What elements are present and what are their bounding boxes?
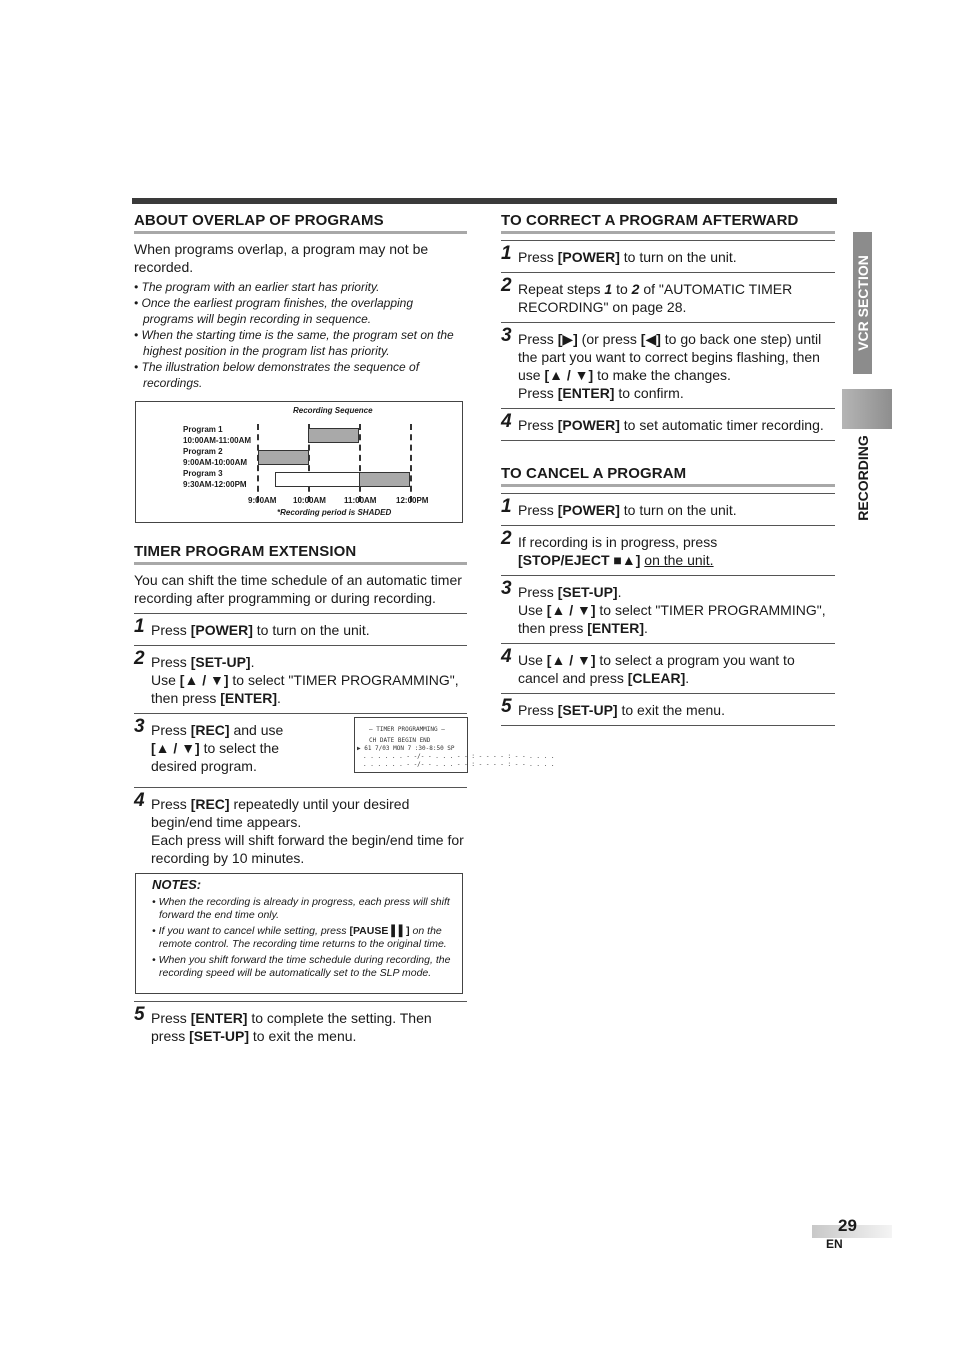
text-run: . <box>685 670 690 686</box>
text-line <box>518 384 835 402</box>
text-run: to turn on the unit. <box>252 622 370 638</box>
program-1-time: 10:00AM-11:00AM <box>183 436 252 445</box>
text-run: [POWER] <box>557 417 620 433</box>
text-run: [▶] <box>557 331 578 347</box>
axis-label: 11:00AM <box>344 496 377 505</box>
text-run: [REC] <box>190 722 230 738</box>
correct-steps <box>501 240 835 441</box>
vcr-section-tab <box>853 232 872 374</box>
side-gradient-block <box>842 389 892 429</box>
extension-title: TIMER PROGRAM EXTENSION <box>134 543 467 565</box>
text-run: . <box>617 584 622 600</box>
cancel-step-2 <box>501 525 835 575</box>
text-run: Repeat steps <box>518 281 605 297</box>
screen-header: CH DATE BEGIN END <box>369 737 431 744</box>
page-language: EN <box>826 1237 843 1251</box>
text-run: 1 <box>604 281 613 297</box>
text-run: [SET-UP] <box>189 1028 250 1044</box>
screen-row: . . . . . . - -/- - . . . - - : - - - - : - - . . . . <box>363 761 555 768</box>
text-run: Press <box>518 502 558 518</box>
text-run: on the unit. <box>644 552 714 568</box>
step-number: 4 <box>501 646 512 667</box>
extension-step-3 <box>134 713 555 787</box>
step-number: 2 <box>501 275 512 296</box>
note-item <box>152 896 452 922</box>
extension-step-4 <box>134 787 467 870</box>
text-run: . <box>644 620 648 636</box>
text-run: to make the changes. <box>593 367 731 383</box>
text-run: [PAUSE ▌▌] <box>349 925 410 937</box>
extension-step-1 <box>134 613 467 645</box>
text-run: [POWER] <box>557 249 620 265</box>
step-text <box>518 583 835 637</box>
text-run: Press <box>518 417 558 433</box>
text-run: Use <box>518 652 547 668</box>
text-run: . <box>250 654 255 670</box>
correct-step-2 <box>501 272 835 322</box>
screen-title: – TIMER PROGRAMMING – <box>369 726 445 733</box>
text-run: Press <box>518 584 558 600</box>
text-line <box>151 671 467 707</box>
text-run: of "AUTOMATIC TIMER RECORDING" on page 28. <box>518 281 793 315</box>
text-run: [▲ / ▼] <box>546 652 596 668</box>
text-line <box>518 330 835 384</box>
text-run: [ENTER] <box>190 1010 248 1026</box>
program-3-bar-waiting <box>275 472 360 487</box>
step-text <box>518 280 835 316</box>
extension-step-2 <box>134 645 467 713</box>
text-run: 2 <box>631 281 640 297</box>
text-run: [SET-UP] <box>190 654 251 670</box>
text-run: Press <box>151 1010 191 1026</box>
correct-step-3 <box>501 322 835 408</box>
vcr-section-label: VCR SECTION <box>854 255 871 351</box>
step-number: 2 <box>134 648 145 669</box>
step-text <box>518 501 835 519</box>
cancel-step-1 <box>501 493 835 525</box>
text-line <box>151 795 467 831</box>
correct-title: TO CORRECT A PROGRAM AFTERWARD <box>501 212 835 234</box>
text-run: to select a program you want to cancel and press <box>518 652 795 686</box>
step-text <box>518 330 835 402</box>
cancel-step-3 <box>501 575 835 643</box>
text-run: on the remote control. The recording time returns to the original time. <box>159 925 447 950</box>
overlap-title: ABOUT OVERLAP OF PROGRAMS <box>134 212 467 234</box>
text-run: to set automatic timer recording. <box>619 417 824 433</box>
diagram-footnote: *Recording period is SHADED <box>277 508 392 517</box>
page-number: 29 <box>838 1216 857 1235</box>
text-run: Press <box>518 249 558 265</box>
overlap-bullet: • The illustration below demonstrates the sequence of recordings. <box>134 360 420 390</box>
text-run: to go back one step) until the part you want to correct begins flashing, then use <box>518 331 822 383</box>
text-run: [▲ / ▼] <box>544 367 594 383</box>
text-run: to select the desired program. <box>151 740 280 774</box>
step-number: 3 <box>501 578 512 599</box>
step-text <box>151 1009 467 1045</box>
program-1-name: Program 1 <box>183 425 223 434</box>
step-number: 3 <box>501 325 512 346</box>
text-run: repeatedly until your desired begin/end time appears. <box>151 796 410 830</box>
note-item <box>152 925 452 951</box>
step-number: 3 <box>134 716 145 737</box>
text-run: Press <box>151 654 191 670</box>
screen-row: . . . . . . - -/- - . . . - - : - - - - : - - . . . . <box>363 753 555 760</box>
text-run: to select "TIMER PROGRAMMING", then press <box>151 672 459 706</box>
program-3-bar <box>359 472 410 487</box>
step-text <box>518 533 835 569</box>
text-run: • When you shift forward the time schedule during recording, the recording speed will be automatically set to the SLP mode. <box>152 954 451 979</box>
correct-step-4 <box>501 408 835 441</box>
step-number: 1 <box>134 616 145 637</box>
text-line <box>518 551 835 569</box>
note-item <box>152 954 452 980</box>
notes-box <box>135 873 463 994</box>
step-text <box>151 621 467 639</box>
text-run: Press <box>518 331 558 347</box>
text-run: and use <box>229 722 284 738</box>
text-line <box>518 583 835 601</box>
text-line <box>151 831 467 867</box>
recording-label: RECORDING <box>854 435 871 521</box>
text-run: Press <box>518 702 558 718</box>
text-run: [▲ / ▼] <box>151 740 200 756</box>
text-run: [ENTER] <box>587 620 645 636</box>
text-run: [POWER] <box>190 622 253 638</box>
overlap-intro: When programs overlap, a program may not be recorded. <box>134 241 429 275</box>
extension-steps <box>134 613 467 713</box>
text-run: Press <box>151 722 191 738</box>
text-run: [▲ / ▼] <box>546 602 596 618</box>
text-run: to confirm. <box>614 385 684 401</box>
overlap-bullet: • When the starting time is the same, the program set on the highest position in the program list has priority. <box>134 328 454 358</box>
program-1-bar <box>308 428 359 443</box>
step-text <box>151 721 301 775</box>
text-run: to exit the menu. <box>617 702 725 718</box>
text-run: to select "TIMER PROGRAMMING", then press <box>518 602 826 636</box>
left-column <box>134 212 555 1051</box>
text-run: Press <box>151 796 191 812</box>
cancel-step-4 <box>501 643 835 693</box>
top-rule <box>132 198 837 204</box>
cancel-title: TO CANCEL A PROGRAM <box>501 465 835 487</box>
cancel-steps <box>501 493 835 726</box>
text-run: Use <box>151 672 180 688</box>
correct-step-1 <box>501 240 835 272</box>
overlap-bullet: • Once the earliest program finishes, the overlapping programs will begin recording in sequence. <box>134 296 414 326</box>
text-run: [▲ / ▼] <box>179 672 229 688</box>
text-run: Each press will shift forward the begin/end time for recording by 10 minutes. <box>151 832 464 866</box>
text-run: [SET-UP] <box>557 702 618 718</box>
text-line <box>518 533 835 551</box>
gridline-12pm <box>410 424 412 502</box>
text-run: to <box>612 281 632 297</box>
notes-title: NOTES: <box>152 877 202 892</box>
right-column <box>501 212 835 726</box>
text-line <box>151 653 467 671</box>
text-run: • If you want to cancel while setting, press <box>152 925 350 937</box>
text-run: to complete the setting. Then press <box>151 1010 432 1044</box>
text-run: (or press <box>577 331 641 347</box>
program-2-name: Program 2 <box>183 447 223 456</box>
program-3-name: Program 3 <box>183 469 223 478</box>
text-run: • When the recording is already in progress, each press will shift forward the end time only. <box>152 896 450 921</box>
text-run: Press <box>518 385 558 401</box>
gridline-11am <box>359 424 361 502</box>
step-text <box>151 653 467 707</box>
step-text <box>518 701 835 719</box>
step-number: 1 <box>501 243 512 264</box>
step-number: 5 <box>134 1004 145 1025</box>
step-text <box>518 248 835 266</box>
text-run: If recording is in progress, press <box>518 534 718 550</box>
program-2-bar <box>258 450 309 465</box>
overlap-bullet: • The program with an earlier start has priority. <box>134 280 380 294</box>
cancel-step-5 <box>501 693 835 726</box>
axis-label: 9:00AM <box>248 496 277 505</box>
text-run: [ENTER] <box>557 385 615 401</box>
extension-intro: You can shift the time schedule of an automatic timer recording after programming or during recording. <box>134 572 462 606</box>
step-text <box>518 651 835 687</box>
axis-label: 10:00AM <box>293 496 326 505</box>
step-number: 5 <box>501 696 512 717</box>
step-number: 2 <box>501 528 512 549</box>
text-run: [POWER] <box>557 502 620 518</box>
text-run: [◀] <box>640 331 661 347</box>
screen-row: ▶ 61 7/03 MON 7 :30-8:50 SP <box>357 745 455 752</box>
text-run: [CLEAR] <box>627 670 686 686</box>
text-run: . <box>277 690 281 706</box>
program-2-time: 9:00AM-10:00AM <box>183 458 248 467</box>
recording-tab <box>853 425 872 531</box>
step-number: 4 <box>501 411 512 432</box>
axis-label: 12:00PM <box>396 496 429 505</box>
text-run: [REC] <box>190 796 230 812</box>
step-number: 1 <box>501 496 512 517</box>
text-run: to turn on the unit. <box>619 502 737 518</box>
text-run: [ENTER] <box>220 690 278 706</box>
program-3-time: 9:30AM-12:00PM <box>183 480 247 489</box>
step-text <box>151 795 467 867</box>
text-run: Press <box>151 622 191 638</box>
text-run: Use <box>518 602 547 618</box>
text-run: [STOP/EJECT ■▲] <box>518 552 641 568</box>
text-run: to exit the menu. <box>249 1028 357 1044</box>
text-run: to turn on the unit. <box>619 249 737 265</box>
step-text <box>518 416 835 434</box>
extension-step-5 <box>134 1001 467 1051</box>
text-line <box>518 601 835 637</box>
text-run: [SET-UP] <box>557 584 618 600</box>
recording-sequence-diagram <box>135 401 463 523</box>
overlap-bullets <box>134 279 467 391</box>
step-number: 4 <box>134 790 145 811</box>
diagram-title: Recording Sequence <box>293 406 373 415</box>
timer-programming-screen <box>354 717 555 773</box>
